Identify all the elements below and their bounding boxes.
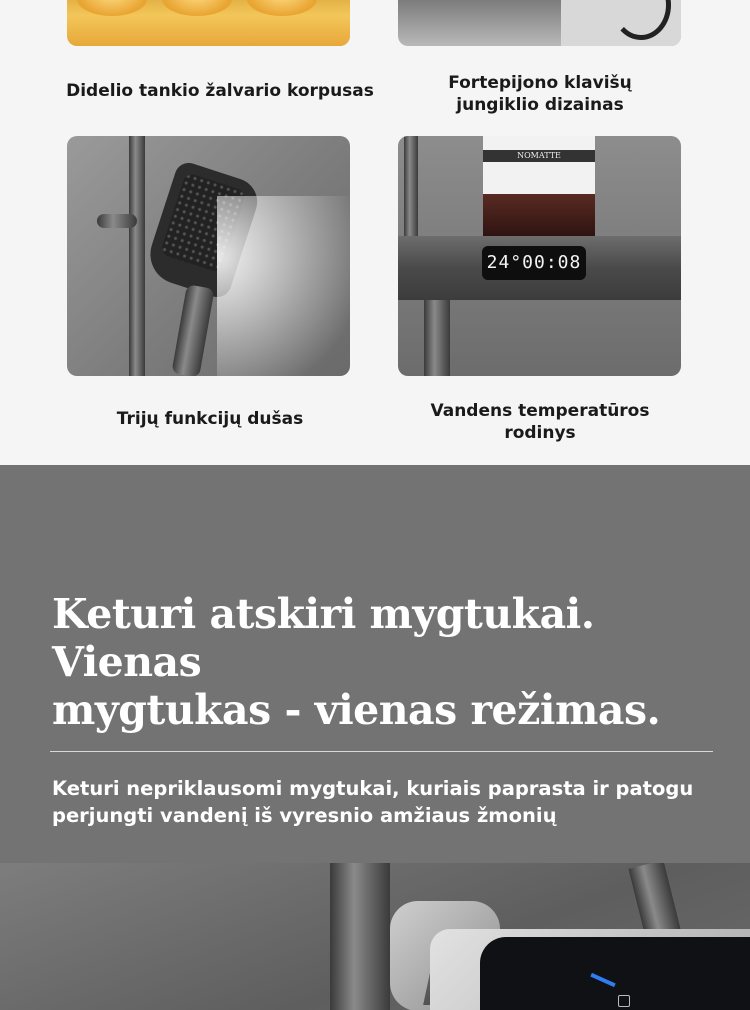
feature-caption-shower: Trijų funkcijų dušas <box>116 409 304 429</box>
temperature-readout: 24°00:08 <box>482 246 586 280</box>
feature-caption-keys <box>390 72 690 116</box>
shower-rail <box>129 136 145 376</box>
mode-icon <box>618 995 630 1007</box>
vertical-pipe <box>424 300 450 376</box>
bottle-label: NOMATTE <box>483 150 595 162</box>
main-pipe <box>330 863 390 1010</box>
headline-line: Keturi atskiri mygtukai. Vienas <box>52 590 595 686</box>
water-spray <box>217 196 350 376</box>
caption-line: Fortepijono klavišų <box>448 73 632 93</box>
brass-body-image <box>67 0 350 46</box>
brass-ball <box>247 0 317 16</box>
brass-ball <box>162 0 232 16</box>
product-closeup-photo <box>0 863 750 1010</box>
feature-grid <box>0 0 750 465</box>
temperature-display-image <box>398 136 681 376</box>
shower-rail <box>404 136 418 236</box>
caption-line: jungiklio dizainas <box>456 95 624 115</box>
subtitle-line: Keturi nepriklausomi mygtukai, kuriais paprasta ir patogu <box>52 777 694 800</box>
rail-bracket <box>97 214 137 228</box>
brass-ball <box>77 0 147 16</box>
subtitle-line: perjungti vandenį iš vyresnio amžiaus žmonių <box>52 804 557 827</box>
feature-caption-display <box>390 400 690 444</box>
headline-line: mygtukas - vienas režimas. <box>52 686 661 734</box>
shower-handle <box>171 284 214 376</box>
glass-display <box>480 937 750 1010</box>
feature-caption-brass: Didelio tankio žalvario korpusas <box>66 81 374 101</box>
section-headline <box>52 590 732 734</box>
section-subtitle <box>52 775 732 829</box>
caption-line: rodinys <box>504 423 576 443</box>
three-function-shower-image <box>67 136 350 376</box>
piano-key-switch-image <box>398 0 681 46</box>
divider <box>50 751 713 752</box>
caption-line: Vandens temperatūros <box>430 401 650 421</box>
bottle <box>483 136 595 236</box>
